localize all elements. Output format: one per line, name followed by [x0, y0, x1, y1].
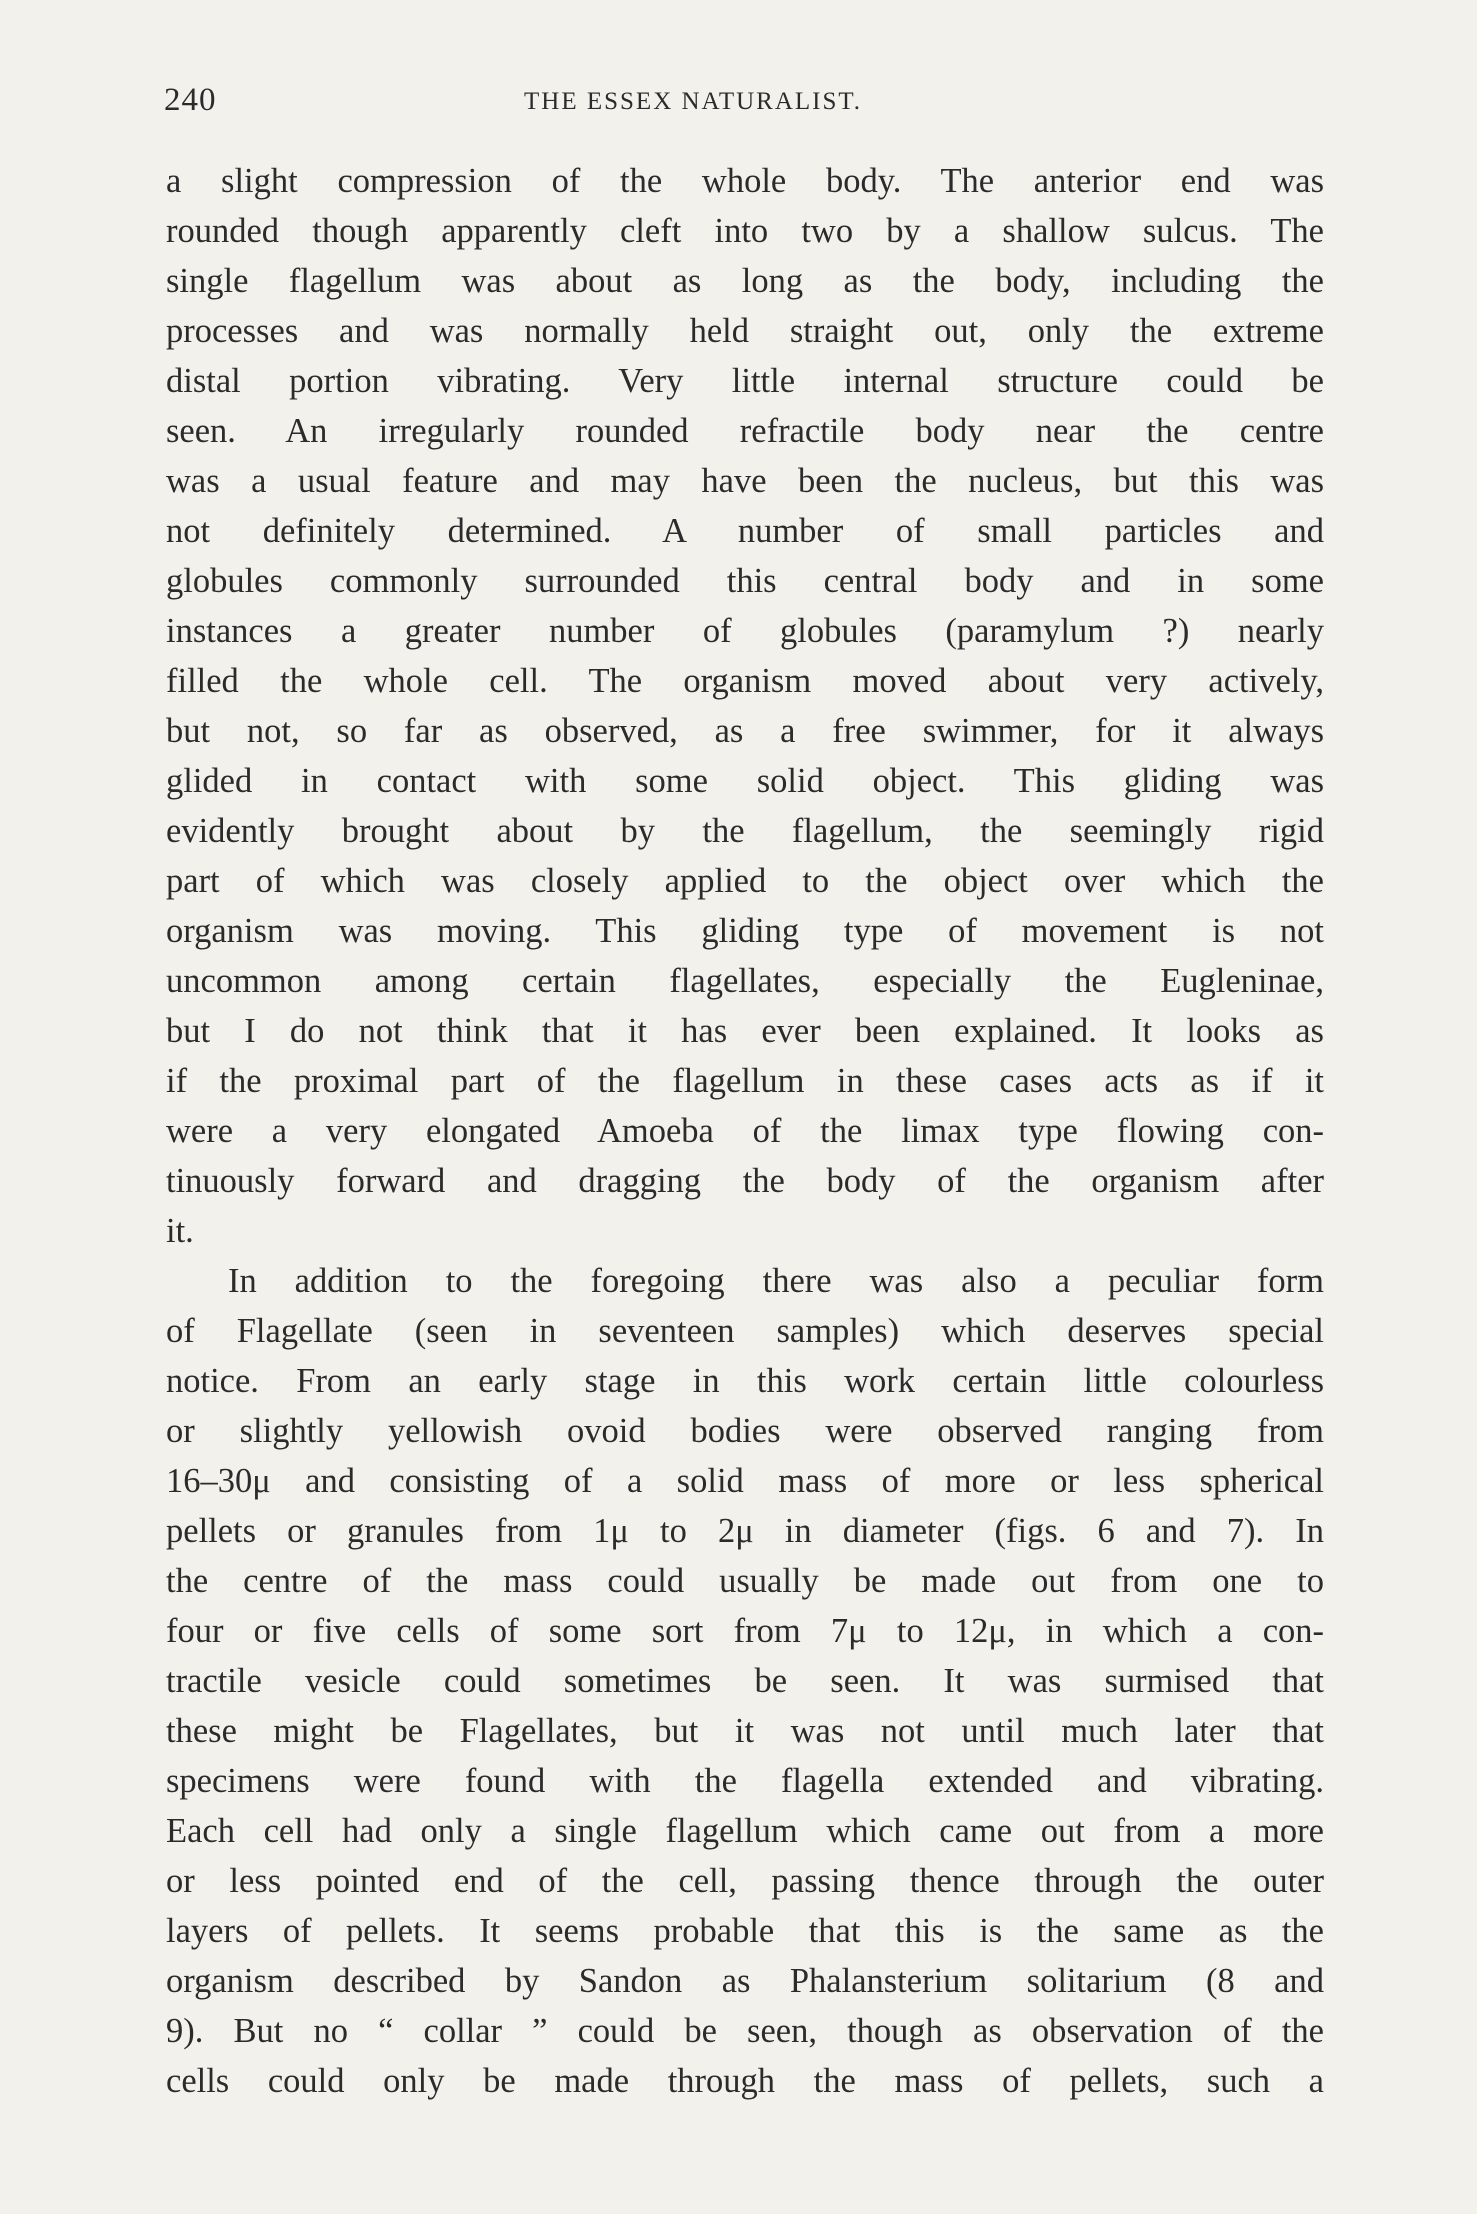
text-line: instances a greater number of globules (paramylum ?) nearly: [166, 612, 1324, 650]
text-line: uncommon among certain flagellates, especially the Eugleninae,: [166, 962, 1324, 1000]
text-line: were a very elongated Amoeba of the limax type flowing con-: [166, 1112, 1324, 1150]
text-line: specimens were found with the flagella extended and vibrating.: [166, 1762, 1324, 1800]
text-line: not definitely determined. A number of small particles and: [166, 512, 1324, 550]
text-line: or less pointed end of the cell, passing thence through the outer: [166, 1862, 1324, 1900]
text-line: of Flagellate (seen in seventeen samples) which deserves special: [166, 1312, 1324, 1350]
text-line: filled the whole cell. The organism moved about very actively,: [166, 662, 1324, 700]
text-line: layers of pellets. It seems probable that this is the same as the: [166, 1912, 1324, 1950]
text-line: globules commonly surrounded this central body and in some: [166, 562, 1324, 600]
text-line: these might be Flagellates, but it was not until much later that: [166, 1712, 1324, 1750]
page-number: 240: [164, 82, 217, 118]
text-line: tinuously forward and dragging the body of the organism after: [166, 1162, 1324, 1200]
paragraph-2: [166, 1256, 1324, 2106]
text-line: 9). But no “ collar ” could be seen, though as observation of the: [166, 2012, 1324, 2050]
text-line: In addition to the foregoing there was also a peculiar form: [228, 1262, 1324, 1300]
text-line: a slight compression of the whole body. The anterior end was: [166, 162, 1324, 200]
text-line: the centre of the mass could usually be made out from one to: [166, 1562, 1324, 1600]
running-head: [164, 82, 1324, 122]
text-line: glided in contact with some solid object. This gliding was: [166, 762, 1324, 800]
text-line: single flagellum was about as long as the body, including the: [166, 262, 1324, 300]
text-line: Each cell had only a single flagellum which came out from a more: [166, 1812, 1324, 1850]
text-line: but not, so far as observed, as a free swimmer, for it always: [166, 712, 1324, 750]
text-line: or slightly yellowish ovoid bodies were observed ranging from: [166, 1412, 1324, 1450]
text-line: tractile vesicle could sometimes be seen. It was surmised that: [166, 1662, 1324, 1700]
text-line: rounded though apparently cleft into two by a shallow sulcus. The: [166, 212, 1324, 250]
text-line: distal portion vibrating. Very little internal structure could be: [166, 362, 1324, 400]
text-line: processes and was normally held straight out, only the extreme: [166, 312, 1324, 350]
text-line: cells could only be made through the mass of pellets, such a: [166, 2062, 1324, 2100]
body-text: [166, 156, 1324, 2106]
text-line: it.: [166, 1212, 194, 1250]
paragraph-1: [166, 156, 1324, 1256]
text-line: notice. From an early stage in this work certain little colourless: [166, 1362, 1324, 1400]
text-line: pellets or granules from 1μ to 2μ in diameter (figs. 6 and 7). In: [166, 1512, 1324, 1550]
text-line: organism described by Sandon as Phalansterium solitarium (8 and: [166, 1962, 1324, 2000]
text-line: if the proximal part of the flagellum in these cases acts as if it: [166, 1062, 1324, 1100]
text-line: organism was moving. This gliding type of movement is not: [166, 912, 1324, 950]
text-line: four or five cells of some sort from 7μ to 12μ, in which a con-: [166, 1612, 1324, 1650]
text-line: but I do not think that it has ever been explained. It looks as: [166, 1012, 1324, 1050]
text-line: 16–30μ and consisting of a solid mass of more or less spherical: [166, 1462, 1324, 1500]
text-line: was a usual feature and may have been the nucleus, but this was: [166, 462, 1324, 500]
text-line: evidently brought about by the flagellum, the seemingly rigid: [166, 812, 1324, 850]
text-line: seen. An irregularly rounded refractile body near the centre: [166, 412, 1324, 450]
text-line: part of which was closely applied to the object over which the: [166, 862, 1324, 900]
running-title: THE ESSEX NATURALIST.: [524, 88, 863, 115]
